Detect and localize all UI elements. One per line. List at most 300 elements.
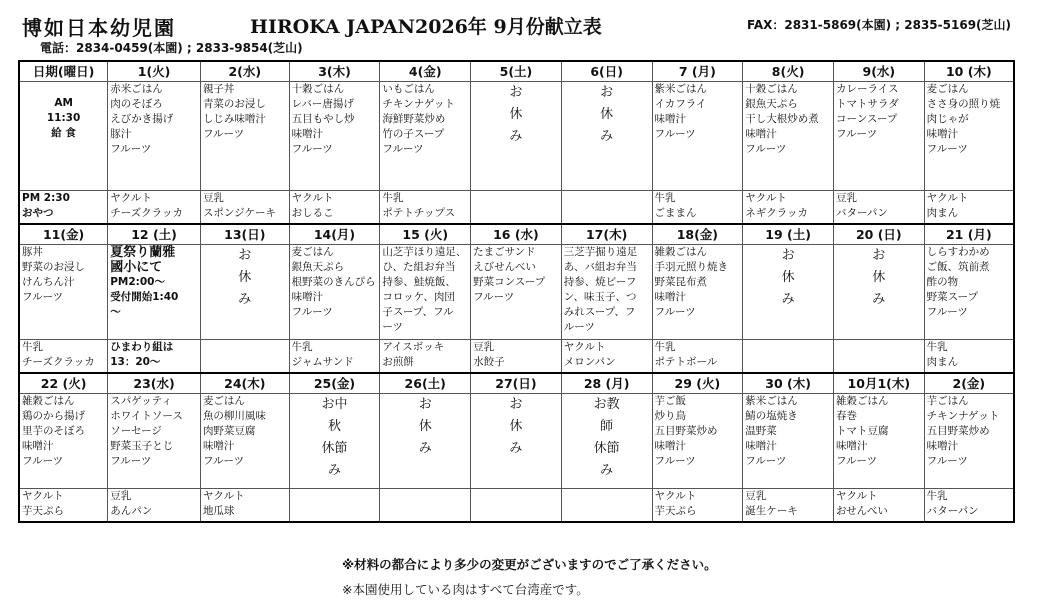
holiday-text: 休節 bbox=[593, 441, 620, 456]
lunch-item: 五目もやし炒 bbox=[291, 113, 355, 125]
lunch-item: フルーツ bbox=[835, 128, 878, 140]
snack-cell bbox=[108, 489, 201, 523]
snack-item: バターパン bbox=[926, 505, 979, 517]
day-date: 22 (火) bbox=[19, 373, 108, 394]
lunch-item: 青菜のお浸し bbox=[202, 98, 266, 110]
lunch-item: 手羽元照り焼き bbox=[654, 261, 729, 273]
holiday-cell bbox=[833, 245, 924, 340]
snack-item: 誕生ケーキ bbox=[745, 505, 798, 517]
holiday-text: 休 bbox=[238, 270, 252, 285]
snack-item: 肉まん bbox=[926, 207, 959, 219]
snack-cell bbox=[743, 489, 834, 523]
lunch-item: 味噌汁 bbox=[654, 440, 687, 452]
lunch-label-line: AM bbox=[54, 97, 73, 109]
snack-cell bbox=[200, 489, 289, 523]
event-snack-text: 13：20～ bbox=[110, 356, 161, 368]
lunch-item: あ、バ組お弁当 bbox=[563, 261, 637, 273]
holiday-text: お bbox=[872, 248, 886, 263]
snack-cell bbox=[924, 340, 1014, 374]
snack-item: ポテトボール bbox=[654, 356, 718, 368]
snack-cell bbox=[380, 340, 471, 374]
snack-item: バターパン bbox=[835, 207, 888, 219]
holiday-text: お bbox=[781, 248, 795, 263]
lunch-item: ご飯、筑前煮 bbox=[926, 261, 990, 273]
lunch-row bbox=[19, 82, 1014, 191]
day-date: 24(木) bbox=[200, 373, 289, 394]
lunch-cell bbox=[743, 82, 834, 191]
lunch-item: チキンナゲット bbox=[926, 410, 1000, 422]
lunch-item: 野菜スープ bbox=[926, 291, 979, 303]
lunch-item: 五目野菜炒め bbox=[926, 425, 990, 437]
lunch-item: 野菜玉子とじ bbox=[110, 440, 174, 452]
lunch-item: 竹の子スープ bbox=[382, 128, 445, 140]
lunch-item: えびかき揚げ bbox=[110, 113, 174, 125]
lunch-item: しらすわかめ bbox=[926, 246, 990, 258]
event-cell bbox=[108, 245, 201, 340]
page-title: HIROKA JAPAN2026年 9月份献立表 bbox=[250, 16, 602, 38]
snack-cell bbox=[200, 191, 289, 225]
lunch-cell bbox=[200, 394, 289, 489]
day-date: 10 (木) bbox=[924, 61, 1014, 82]
snack-cell bbox=[108, 191, 201, 225]
lunch-item: 肉のそぼろ bbox=[110, 98, 163, 110]
day-date: 11(金) bbox=[19, 224, 108, 245]
snack-row bbox=[19, 340, 1014, 374]
note-meat-origin: ※本園使用している肉はすべて台湾産です。 bbox=[342, 582, 589, 597]
lunch-label-line: 11:30 bbox=[46, 112, 81, 124]
lunch-item: 鶏のから揚げ bbox=[22, 410, 85, 422]
lunch-item: 紫米ごはん bbox=[745, 395, 798, 407]
lunch-item: フルーツ bbox=[473, 291, 515, 303]
lunch-item: 味噌汁 bbox=[22, 440, 54, 452]
lunch-item: フルーツ bbox=[926, 143, 968, 155]
lunch-item: 豚汁 bbox=[110, 128, 132, 140]
lunch-item: 味噌汁 bbox=[202, 440, 235, 452]
snack-cell bbox=[19, 489, 108, 523]
lunch-cell bbox=[19, 394, 108, 489]
holiday-text: お教 bbox=[593, 397, 620, 412]
holiday-text: お bbox=[238, 248, 252, 263]
lunch-item: ーツ bbox=[382, 321, 403, 333]
lunch-cell bbox=[924, 394, 1014, 489]
snack-cell bbox=[652, 340, 743, 374]
lunch-item: フルーツ bbox=[291, 143, 333, 155]
lunch-cell bbox=[924, 82, 1014, 191]
snack-row bbox=[19, 489, 1014, 523]
holiday-cell bbox=[561, 82, 652, 191]
lunch-item: レバー唐揚げ bbox=[291, 98, 354, 110]
snack-item: 牛乳 bbox=[654, 341, 676, 353]
lunch-item: 干し大根炒め煮 bbox=[745, 113, 819, 125]
snack-item: ヤクルト bbox=[22, 490, 64, 502]
snack-cell-empty bbox=[561, 489, 652, 523]
holiday-text: み bbox=[238, 292, 252, 307]
snack-item: チーズクラッカ bbox=[110, 207, 183, 219]
snack-item: 豆乳 bbox=[110, 490, 132, 502]
lunch-item: 野菜のお浸し bbox=[22, 261, 85, 273]
lunch-item: フルーツ bbox=[654, 455, 696, 467]
day-date: 13(日) bbox=[200, 224, 289, 245]
snack-cell bbox=[924, 191, 1014, 225]
lunch-item: 十穀ごはん bbox=[291, 83, 345, 95]
day-date: 18(金) bbox=[652, 224, 743, 245]
event-snack-text: ひまわり組は bbox=[110, 341, 174, 353]
snack-item: ヤクルト bbox=[654, 490, 697, 502]
lunch-item: フルーツ bbox=[654, 128, 696, 140]
lunch-item: 野菜昆布煮 bbox=[654, 276, 708, 288]
lunch-item: トマト豆腐 bbox=[835, 425, 889, 437]
lunch-item: けんちん汁 bbox=[22, 276, 75, 288]
day-date: 26(土) bbox=[380, 373, 471, 394]
lunch-item: 持参、焼ビーフ bbox=[563, 276, 637, 288]
snack-item: チーズクラッカ bbox=[22, 356, 95, 368]
lunch-cell bbox=[924, 245, 1014, 340]
holiday-text: み bbox=[872, 292, 886, 307]
lunch-item: 肉野菜豆腐 bbox=[202, 425, 256, 437]
lunch-item: 海鮮野菜炒め bbox=[382, 113, 446, 125]
holiday-text: 休 bbox=[600, 107, 614, 122]
lunch-item: 三芝芋掘り遠足 bbox=[563, 246, 638, 258]
lunch-item: 子スープ、フル bbox=[382, 306, 454, 318]
holiday-cell bbox=[471, 394, 562, 489]
menu-table bbox=[18, 60, 1015, 523]
holiday-cell bbox=[743, 245, 834, 340]
lunch-item: いもごはん bbox=[382, 83, 435, 95]
day-date: 20 (日) bbox=[833, 224, 924, 245]
lunch-item: 味噌汁 bbox=[291, 291, 324, 303]
holiday-text: み bbox=[327, 463, 341, 478]
holiday-text: 休節 bbox=[321, 441, 348, 456]
lunch-item: 十穀ごはん bbox=[745, 83, 798, 95]
snack-item: ごままん bbox=[654, 207, 697, 219]
lunch-item: 麦ごはん bbox=[202, 395, 245, 407]
snack-item: ヤクルト bbox=[202, 490, 245, 502]
holiday-text: 師 bbox=[600, 419, 614, 434]
snack-cell bbox=[833, 191, 924, 225]
lunch-item: フルーツ bbox=[110, 143, 152, 155]
snack-cell bbox=[471, 340, 562, 374]
snack-item: お煎餅 bbox=[382, 356, 414, 368]
snack-item: 芋天ぷら bbox=[654, 505, 697, 517]
lunch-item: 味噌汁 bbox=[291, 128, 324, 140]
snack-cell-empty bbox=[471, 489, 562, 523]
lunch-item: フルーツ bbox=[926, 455, 968, 467]
lunch-item: フルーツ bbox=[22, 291, 64, 303]
snack-item: 豆乳 bbox=[202, 192, 224, 204]
event-text: 夏祭り蘭雅 bbox=[110, 245, 176, 260]
snack-item: おせんべい bbox=[835, 505, 888, 517]
snack-cell-empty bbox=[380, 489, 471, 523]
lunch-cell bbox=[289, 245, 380, 340]
snack-item: ネギクラッカ bbox=[745, 207, 809, 219]
snack-item: 水餃子 bbox=[473, 356, 505, 368]
school-name: 博如日本幼児園 bbox=[22, 16, 176, 40]
lunch-item: 根野菜のきんぴら bbox=[291, 276, 376, 288]
lunch-item: 魚の柳川風味 bbox=[202, 410, 266, 422]
lunch-item: 赤米ごはん bbox=[110, 83, 163, 95]
day-date: 8(火) bbox=[743, 61, 834, 82]
holiday-text: お bbox=[600, 85, 614, 100]
snack-item: あんパン bbox=[110, 505, 153, 517]
holiday-text: み bbox=[600, 463, 614, 478]
snack-row bbox=[19, 191, 1014, 225]
snack-item: おしるこ bbox=[291, 207, 334, 219]
snack-item: ヤクルト bbox=[110, 192, 152, 204]
snack-item: 豆乳 bbox=[745, 490, 767, 502]
holiday-text: 休 bbox=[509, 107, 523, 122]
lunch-cell bbox=[652, 394, 743, 489]
day-date: 21 (月) bbox=[924, 224, 1014, 245]
day-date: 6(日) bbox=[561, 61, 652, 82]
lunch-cell bbox=[380, 245, 471, 340]
snack-cell bbox=[561, 340, 652, 374]
snack-cell-empty bbox=[289, 489, 380, 523]
lunch-item: フルーツ bbox=[22, 455, 64, 467]
snack-label-cell bbox=[19, 191, 108, 225]
lunch-item: 味噌汁 bbox=[745, 128, 777, 140]
day-date: 28 (月) bbox=[561, 373, 652, 394]
snack-cell bbox=[289, 340, 380, 374]
lunch-cell bbox=[652, 245, 743, 340]
holiday-text: 休 bbox=[418, 419, 432, 434]
lunch-item: 麦ごはん bbox=[291, 246, 334, 258]
lunch-item: 親子丼 bbox=[202, 83, 235, 95]
event-text: 國小にて bbox=[110, 260, 163, 275]
snack-cell-empty bbox=[833, 340, 924, 374]
holiday-text: 休 bbox=[872, 270, 886, 285]
lunch-row bbox=[19, 245, 1014, 340]
snack-item: 牛乳 bbox=[22, 341, 43, 353]
lunch-item: 温野菜 bbox=[745, 425, 777, 437]
snack-item: 芋天ぷら bbox=[22, 505, 64, 517]
event-snack-cell bbox=[108, 340, 201, 374]
holiday-text: お bbox=[509, 397, 523, 412]
snack-item: 豆乳 bbox=[473, 341, 495, 353]
snack-item: スポンジケーキ bbox=[202, 207, 276, 219]
lunch-item: 味噌汁 bbox=[926, 440, 959, 452]
lunch-item: 春巻 bbox=[835, 410, 857, 422]
snack-item: アイスボッキ bbox=[382, 341, 445, 353]
day-date: 27(日) bbox=[471, 373, 562, 394]
lunch-item: 野菜コンスープ bbox=[473, 276, 546, 288]
snack-cell bbox=[924, 489, 1014, 523]
day-date: 15 (火) bbox=[380, 224, 471, 245]
lunch-item: コーンスープ bbox=[835, 113, 898, 125]
day-date: 10月1(木) bbox=[833, 373, 924, 394]
holiday-cell bbox=[380, 394, 471, 489]
snack-cell bbox=[652, 191, 743, 225]
day-date: 17(木) bbox=[561, 224, 652, 245]
date-header-cell: 日期(曜日) bbox=[19, 61, 108, 82]
lunch-item: フルーツ bbox=[110, 455, 152, 467]
holiday-text: お中 bbox=[321, 397, 348, 412]
day-date: 16 (水) bbox=[471, 224, 562, 245]
snack-item: 肉まん bbox=[926, 356, 959, 368]
lunch-item: 山芝芋ほり遠足、 bbox=[382, 246, 467, 258]
lunch-item: 味噌汁 bbox=[654, 291, 687, 303]
event-text: ～ bbox=[110, 306, 121, 318]
day-date: 9(水) bbox=[833, 61, 924, 82]
snack-item: ヤクルト bbox=[745, 192, 787, 204]
lunch-cell bbox=[743, 394, 834, 489]
lunch-cell bbox=[833, 394, 924, 489]
lunch-cell bbox=[19, 245, 108, 340]
lunch-item: ソーセージ bbox=[110, 425, 162, 437]
holiday-text: お bbox=[418, 397, 432, 412]
day-date: 7 (月) bbox=[652, 61, 743, 82]
snack-item: 豆乳 bbox=[835, 192, 857, 204]
day-date: 1(火) bbox=[108, 61, 201, 82]
snack-item: ヤクルト bbox=[563, 341, 606, 353]
date-row bbox=[19, 224, 1014, 245]
day-date: 12 (土) bbox=[108, 224, 201, 245]
event-text: PM2:00～ bbox=[110, 276, 165, 288]
lunch-item: トマトサラダ bbox=[835, 98, 899, 110]
lunch-item: 味噌汁 bbox=[654, 113, 687, 125]
lunch-item: ルーツ bbox=[563, 321, 595, 333]
holiday-text: み bbox=[509, 441, 523, 456]
lunch-item: カレーライス bbox=[835, 83, 899, 95]
phone-numbers: 電話：2834-0459(本園) ; 2833-9854(芝山) bbox=[40, 41, 303, 55]
snack-item: 牛乳 bbox=[654, 192, 676, 204]
lunch-item: 味噌汁 bbox=[926, 128, 959, 140]
lunch-item: フルーツ bbox=[382, 143, 424, 155]
day-date: 19 (土) bbox=[743, 224, 834, 245]
lunch-item: 麦ごはん bbox=[926, 83, 969, 95]
date-row bbox=[19, 61, 1014, 82]
day-date: 5(土) bbox=[471, 61, 562, 82]
snack-label-line: おやつ bbox=[22, 207, 54, 219]
snack-item: 牛乳 bbox=[926, 341, 948, 353]
lunch-item: スパゲッティ bbox=[110, 395, 172, 407]
lunch-item: フルーツ bbox=[926, 306, 968, 318]
holiday-text: 休 bbox=[781, 270, 795, 285]
lunch-cell bbox=[471, 245, 562, 340]
snack-cell bbox=[380, 191, 471, 225]
lunch-item: 鯖の塩焼き bbox=[745, 410, 798, 422]
lunch-item: ひ、た組お弁当 bbox=[382, 261, 456, 273]
lunch-item: 味噌汁 bbox=[745, 440, 777, 452]
lunch-item: 持参、鮭焼飯、 bbox=[382, 276, 456, 288]
lunch-item: ン、味玉子、つ bbox=[563, 291, 637, 303]
day-date: 25(金) bbox=[289, 373, 380, 394]
lunch-cell bbox=[833, 82, 924, 191]
snack-label-line: PM 2:30 bbox=[22, 192, 70, 204]
snack-cell bbox=[743, 191, 834, 225]
snack-cell-empty bbox=[200, 340, 289, 374]
snack-cell bbox=[652, 489, 743, 523]
lunch-item: 五目野菜炒め bbox=[654, 425, 718, 437]
snack-cell-empty bbox=[743, 340, 834, 374]
day-date: 23(水) bbox=[108, 373, 201, 394]
event-text: 受付開始1:40 bbox=[110, 291, 179, 303]
holiday-cell bbox=[471, 82, 562, 191]
snack-item: 牛乳 bbox=[382, 192, 404, 204]
snack-item: 牛乳 bbox=[291, 341, 313, 353]
snack-cell bbox=[289, 191, 380, 225]
lunch-item: 芋ご飯 bbox=[654, 395, 687, 407]
fax-numbers: FAX：2831-5869(本園) ; 2835-5169(芝山) bbox=[747, 18, 1012, 32]
date-row bbox=[19, 373, 1014, 394]
snack-item: 牛乳 bbox=[926, 490, 948, 502]
snack-item: ヤクルト bbox=[835, 490, 878, 502]
holiday-cell bbox=[200, 245, 289, 340]
lunch-item: ホワイトソース bbox=[110, 410, 183, 422]
day-date: 14(月) bbox=[289, 224, 380, 245]
day-date: 4(金) bbox=[380, 61, 471, 82]
lunch-item: 里芋のそぼろ bbox=[22, 425, 85, 437]
day-date: 29 (火) bbox=[652, 373, 743, 394]
holiday-text: お bbox=[509, 85, 523, 100]
lunch-item: しじみ味噌汁 bbox=[202, 113, 266, 125]
lunch-item: たまごサンド bbox=[473, 246, 536, 258]
snack-item: ヤクルト bbox=[926, 192, 969, 204]
snack-cell-empty bbox=[561, 191, 652, 225]
lunch-cell bbox=[108, 82, 201, 191]
holiday-text: み bbox=[418, 441, 432, 456]
lunch-item: えびせんべい bbox=[473, 261, 536, 273]
holiday-text: 秋 bbox=[327, 419, 341, 434]
lunch-item: 炒り鳥 bbox=[654, 410, 687, 422]
holiday-cell bbox=[289, 394, 380, 489]
holiday-text: み bbox=[781, 292, 795, 307]
lunch-item: 銀魚天ぷら bbox=[291, 261, 345, 273]
lunch-row bbox=[19, 394, 1014, 489]
lunch-cell bbox=[380, 82, 471, 191]
lunch-item: 銀魚天ぷら bbox=[745, 98, 798, 110]
lunch-item: フルーツ bbox=[202, 128, 245, 140]
day-date: 30 (木) bbox=[743, 373, 834, 394]
lunch-item: ささ身の照り焼 bbox=[926, 98, 1001, 110]
holiday-text: 休 bbox=[509, 419, 523, 434]
lunch-item: 雑穀ごはん bbox=[654, 246, 708, 258]
lunch-item: みれスープ、フ bbox=[563, 306, 636, 318]
lunch-cell bbox=[289, 82, 380, 191]
note-ingredients: ※材料の都合により多少の変更がございますのでご了承ください。 bbox=[342, 557, 717, 572]
lunch-item: フルーツ bbox=[291, 306, 333, 318]
holiday-text: み bbox=[509, 129, 523, 144]
lunch-item: 芋ごはん bbox=[926, 395, 969, 407]
lunch-label-cell bbox=[19, 82, 108, 191]
lunch-item: 味噌汁 bbox=[835, 440, 868, 452]
lunch-item: 紫米ごはん bbox=[654, 83, 708, 95]
lunch-item: フルーツ bbox=[202, 455, 245, 467]
lunch-item: フルーツ bbox=[745, 143, 787, 155]
lunch-cell bbox=[561, 245, 652, 340]
snack-cell bbox=[19, 340, 108, 374]
holiday-cell bbox=[561, 394, 652, 489]
lunch-item: 肉じゃが bbox=[926, 113, 969, 125]
snack-item: ヤクルト bbox=[291, 192, 334, 204]
lunch-item: フルーツ bbox=[654, 306, 696, 318]
lunch-cell bbox=[652, 82, 743, 191]
lunch-item: 雑穀ごはん bbox=[22, 395, 75, 407]
snack-cell-empty bbox=[471, 191, 562, 225]
day-date: 3(木) bbox=[289, 61, 380, 82]
lunch-label-line: 給 食 bbox=[51, 127, 76, 139]
lunch-item: イカフライ bbox=[654, 98, 707, 110]
snack-cell bbox=[833, 489, 924, 523]
lunch-item: チキンナゲット bbox=[382, 98, 455, 110]
day-date: 2(金) bbox=[924, 373, 1014, 394]
snack-item: ジャムサンド bbox=[291, 356, 354, 368]
lunch-item: 酢の物 bbox=[926, 276, 959, 288]
lunch-item: フルーツ bbox=[745, 455, 787, 467]
snack-item: 地瓜球 bbox=[202, 505, 235, 517]
lunch-cell bbox=[108, 394, 201, 489]
lunch-cell bbox=[200, 82, 289, 191]
lunch-item: コロッケ、肉団 bbox=[382, 291, 455, 303]
